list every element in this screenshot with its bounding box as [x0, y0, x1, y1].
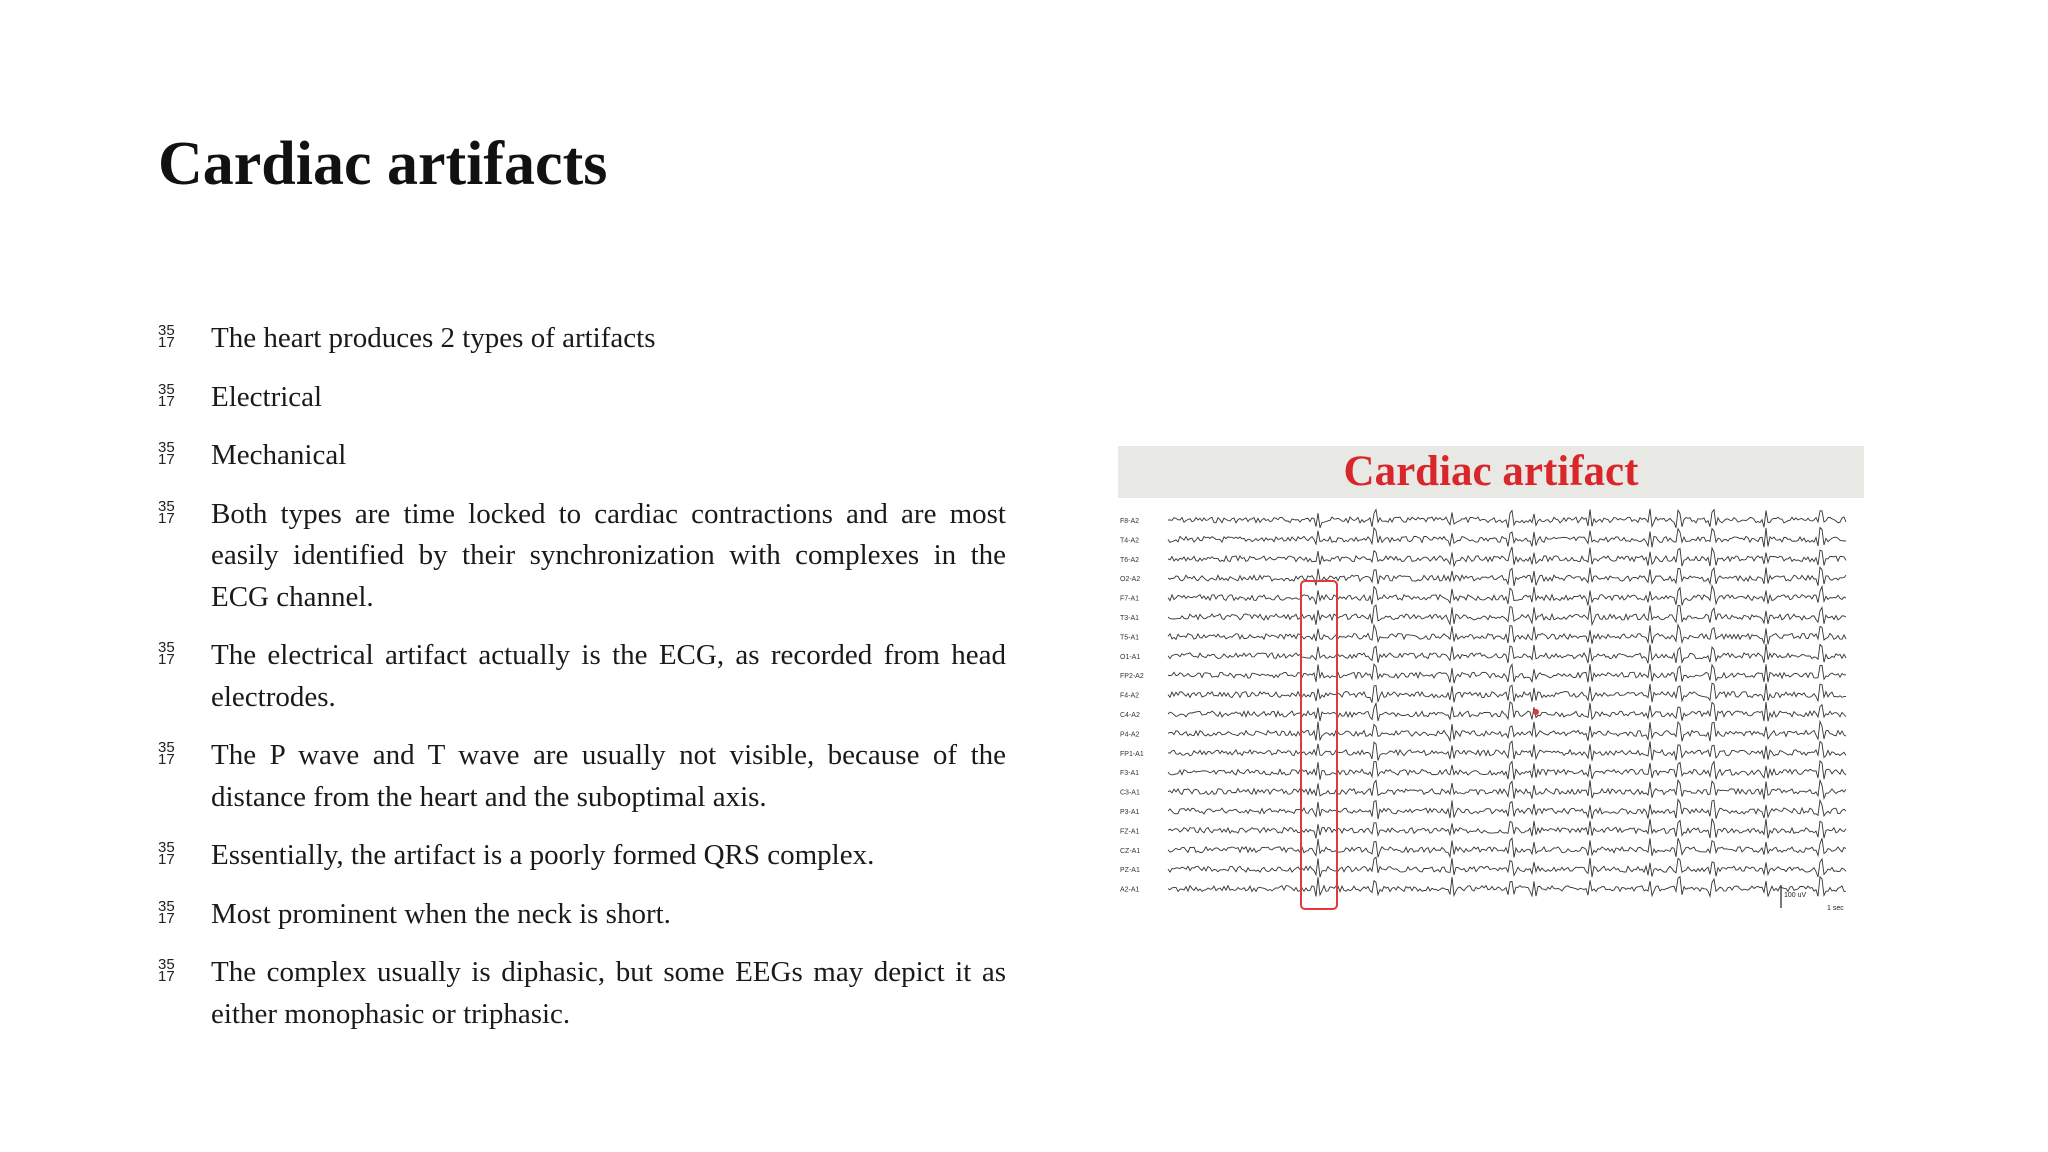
- channel-label: FP2-A2: [1120, 673, 1144, 681]
- channel-label: T5-A1: [1120, 634, 1140, 642]
- channel-trace: [1168, 547, 1846, 566]
- bullet-text: The complex usually is diphasic, but some EEGs may depict it as either monophasic or triphasic.: [211, 956, 1006, 1030]
- bullet-marker: 35 17: [158, 839, 175, 868]
- bullet-marker: 35 17: [158, 739, 175, 768]
- bullet-marker: 35 17: [158, 322, 175, 351]
- channel-trace: [1168, 567, 1846, 586]
- bullet-marker: 35 17: [158, 897, 175, 927]
- channel-trace: [1168, 819, 1846, 839]
- channel-label: O2-A2: [1120, 576, 1141, 584]
- channel-label: F3-A1: [1120, 770, 1140, 778]
- channel-trace: [1168, 625, 1846, 644]
- bullet-marker: 35 17: [158, 439, 175, 468]
- bullet-item: [158, 435, 1006, 477]
- bullet-text: Most prominent when the neck is short.: [211, 897, 671, 930]
- channel-trace: [1168, 761, 1846, 780]
- bullet-item: [158, 635, 1006, 718]
- channel-trace: [1168, 702, 1846, 721]
- channel-trace: [1168, 586, 1846, 606]
- channel-label: O1-A1: [1120, 653, 1141, 661]
- channel-trace: [1168, 683, 1846, 703]
- channel-trace: [1168, 877, 1846, 897]
- bullet-text: The heart produces 2 types of artifacts: [211, 322, 656, 354]
- channel-label: FZ-A1: [1120, 828, 1140, 836]
- channel-trace: [1168, 780, 1846, 799]
- bullet-text: Both types are time locked to cardiac contractions and are most easily identified by their synchronization with complexes in the ECG channel.: [211, 497, 1006, 613]
- slide-title: Cardiac artifacts: [158, 130, 608, 198]
- bullet-text: The electrical artifact actually is the ECG, as recorded from head electrodes.: [211, 639, 1006, 713]
- highlight-box: [1301, 581, 1337, 909]
- channel-trace: [1168, 741, 1846, 761]
- channel-label: T3-A1: [1120, 615, 1140, 622]
- channel-trace: [1168, 838, 1846, 857]
- bullet-item: [158, 894, 1006, 936]
- marker-dot: [1533, 709, 1539, 715]
- channel-label: T6-A2: [1120, 556, 1140, 564]
- channel-label: A2-A1: [1120, 886, 1140, 894]
- bullet-text: Mechanical: [211, 439, 347, 471]
- channel-trace: [1168, 528, 1846, 548]
- bullet-marker: 35 17: [158, 380, 175, 410]
- bullet-text: Electrical: [211, 380, 323, 413]
- scale-label: 100 uV: [1784, 892, 1807, 899]
- channel-trace: [1168, 722, 1846, 742]
- bullet-list: [158, 318, 1006, 1052]
- bullet-item: [158, 735, 1006, 818]
- channel-trace: [1168, 605, 1846, 625]
- bullet-marker: 35 17: [158, 497, 175, 527]
- channel-label: T4-A2: [1120, 537, 1140, 545]
- bullet-item: [158, 318, 1006, 360]
- bullet-item: [158, 377, 1006, 419]
- channel-trace: [1168, 644, 1846, 663]
- channel-trace: [1168, 509, 1846, 528]
- channel-trace: [1168, 857, 1846, 877]
- channel-label: P3-A1: [1120, 809, 1140, 816]
- channel-label: F8-A2: [1120, 518, 1140, 525]
- bullet-text: Essentially, the artifact is a poorly formed QRS complex.: [211, 839, 875, 871]
- channel-label: CZ-A1: [1120, 847, 1141, 855]
- eeg-trace-plot: [1118, 498, 1864, 916]
- channel-label: FP1-A1: [1120, 750, 1144, 758]
- channel-trace: [1168, 800, 1846, 820]
- channel-label: C4-A2: [1120, 712, 1140, 719]
- figure-title: Cardiac artifact: [1343, 448, 1639, 495]
- bullet-item: [158, 494, 1006, 619]
- bullet-item: [158, 952, 1006, 1035]
- bullet-marker: 35 17: [158, 956, 175, 985]
- channel-label: F7-A1: [1120, 595, 1140, 603]
- channel-label: P4-A2: [1120, 731, 1140, 739]
- eeg-figure: [1118, 446, 1864, 916]
- channel-label: F4-A2: [1120, 692, 1140, 700]
- bullet-marker: 35 17: [158, 639, 175, 668]
- channel-label: PZ-A1: [1120, 867, 1140, 875]
- bullet-text: The P wave and T wave are usually not visible, because of the distance from the heart and the suboptimal axis.: [211, 739, 1006, 813]
- channel-trace: [1168, 664, 1846, 683]
- time-label: 1 sec: [1827, 905, 1844, 912]
- channel-label: C3-A1: [1120, 789, 1140, 797]
- bullet-item: [158, 835, 1006, 877]
